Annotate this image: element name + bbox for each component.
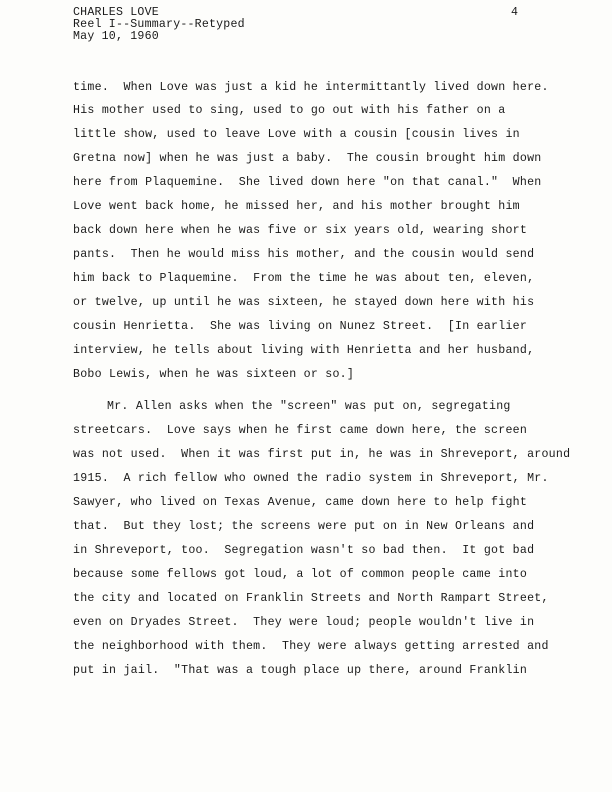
header-name: CHARLES LOVE [73,6,159,19]
text-line: time. When Love was just a kid he intermittantly lived down here. [73,81,549,94]
text-line: little show, used to leave Love with a cousin [cousin lives in [73,128,520,141]
text-line: Love went back home, he missed her, and his mother brought him [73,200,520,213]
text-line: Mr. Allen asks when the "screen" was put on, segregating [107,400,511,413]
text-line: back down here when he was five or six years old, wearing short [73,224,528,237]
text-line: in Shreveport, too. Segregation wasn't so bad then. It got bad [73,544,535,557]
header-reel: Reel I--Summary--Retyped [73,18,245,31]
text-line: Gretna now] when he was just a baby. The cousin brought him down [73,152,542,165]
header-date: May 10, 1960 [73,30,159,43]
text-line: put in jail. "That was a tough place up there, around Franklin [73,664,528,677]
text-line: the city and located on Franklin Streets and North Rampart Street, [73,592,549,605]
text-line: or twelve, up until he was sixteen, he stayed down here with his [73,296,535,309]
text-line: even on Dryades Street. They were loud; people wouldn't live in [73,616,535,629]
text-line: cousin Henrietta. She was living on Nunez Street. [In earlier [73,320,528,333]
text-line: the neighborhood with them. They were always getting arrested and [73,640,549,653]
text-line: pants. Then he would miss his mother, and the cousin would send [73,248,535,261]
text-line: interview, he tells about living with Henrietta and her husband, [73,344,535,357]
text-line: him back to Plaquemine. From the time he was about ten, eleven, [73,272,535,285]
text-line: His mother used to sing, used to go out with his father on a [73,104,506,117]
text-line: Sawyer, who lived on Texas Avenue, came down here to help fight [73,496,528,509]
text-line: here from Plaquemine. She lived down here "on that canal." When [73,176,542,189]
text-line: 1915. A rich fellow who owned the radio system in Shreveport, Mr. [73,472,549,485]
text-line: because some fellows got loud, a lot of common people came into [73,568,528,581]
text-line: streetcars. Love says when he first came down here, the screen [73,424,528,437]
text-line: was not used. When it was first put in, he was in Shreveport, around [73,448,571,461]
text-line: Bobo Lewis, when he was sixteen or so.] [73,368,355,381]
page-number: 4 [511,6,518,19]
text-line: that. But they lost; the screens were put on in New Orleans and [73,520,535,533]
